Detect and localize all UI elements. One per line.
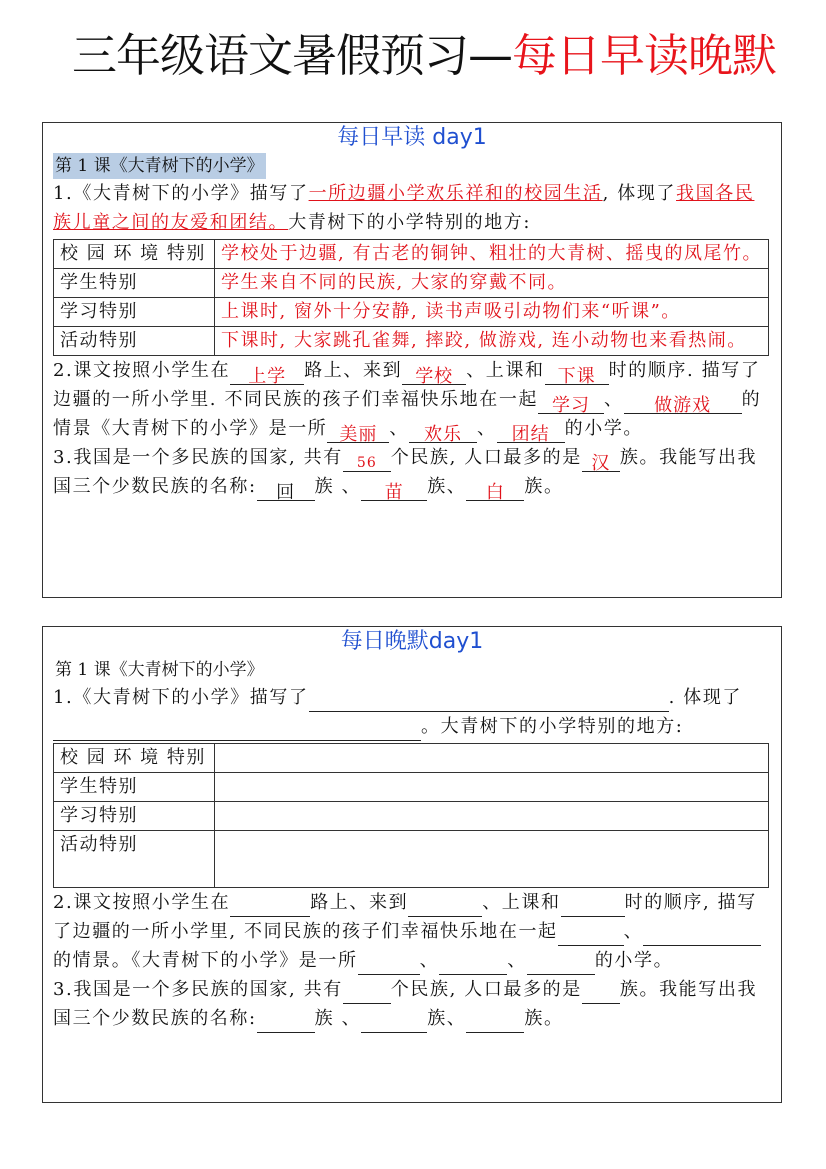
answer-blank: 团结 <box>497 420 565 443</box>
q3-text: 族、 <box>427 476 467 497</box>
answer-blank[interactable] <box>408 894 482 917</box>
answer-blank: 做游戏 <box>624 391 742 414</box>
q2-text: 路上、来到 <box>304 360 403 381</box>
q2-text: 、 <box>623 921 644 942</box>
lesson-heading: 第 1 课《大青树下的小学》 <box>55 660 264 680</box>
q2-text: 2.课文按照小学生在 <box>53 892 231 913</box>
q3-text: 个民族, 人口最多的是 <box>390 979 582 1000</box>
answer-blank[interactable] <box>466 1010 524 1033</box>
row-value: 下课时, 大家跳孔雀舞, 摔跤, 做游戏, 连小动物也来看热闹。 <box>215 327 769 356</box>
q1-mid: , 体现了 <box>602 183 677 204</box>
table-row <box>54 298 769 327</box>
row-label: 学生特别 <box>54 773 215 802</box>
q3-text: 族。 <box>524 1008 564 1029</box>
row-value-empty[interactable] <box>215 773 769 802</box>
row-label: 校 园 环 境 特别 <box>54 240 215 269</box>
q2-text: 、上课和 <box>482 892 561 913</box>
table-row <box>54 831 769 888</box>
row-value: 上课时, 窗外十分安静, 读书声吸引动物们来“听课”。 <box>215 298 769 327</box>
answer-blank: 56 <box>343 449 391 472</box>
row-label: 学习特别 <box>54 298 215 327</box>
q3-text: 族 、 <box>314 1008 362 1029</box>
table-row <box>54 240 769 269</box>
q2-text: 时的顺序, 描写了边疆的一所小学里, 不同民族的孩子们幸福快乐地在一起 <box>53 892 757 942</box>
q2-text: 的情景《大青树下的小学》是一所 <box>53 389 762 439</box>
row-label: 学习特别 <box>54 802 215 831</box>
q3-text: 族 、 <box>314 476 362 497</box>
q2-text: 的小学。 <box>564 418 644 439</box>
evening-title: 每日晚默day1 <box>340 629 484 654</box>
lesson-heading: 第 1 课《大青树下的小学》 <box>53 153 266 179</box>
q3-text: 3.我国是一个多民族的国家, 共有 <box>53 979 343 1000</box>
question-3 <box>53 975 771 1033</box>
row-value: 学校处于边疆, 有古老的铜钟、粗壮的大青树、摇曳的凤尾竹。 <box>215 240 769 269</box>
answer-blank: 学习 <box>538 391 604 414</box>
row-label: 学生特别 <box>54 269 215 298</box>
q1-answer-2: 我国各民族儿童之间的友爱和团结。 <box>53 183 755 233</box>
q2-text: 、 <box>419 950 440 971</box>
morning-title: 每日早读 day1 <box>337 125 487 150</box>
answer-blank: 欢乐 <box>409 420 477 443</box>
answer-blank[interactable] <box>309 689 669 712</box>
q2-text: 、 <box>477 418 497 439</box>
answer-blank[interactable] <box>343 981 391 1004</box>
answer-blank[interactable] <box>527 952 595 975</box>
question-3 <box>53 443 771 501</box>
question-1 <box>53 683 771 741</box>
answer-blank[interactable] <box>558 923 624 946</box>
table-row <box>54 744 769 773</box>
features-table <box>53 743 769 888</box>
answer-blank[interactable] <box>257 1010 315 1033</box>
q3-text: 个民族, 人口最多的是 <box>390 447 582 468</box>
answer-blank: 汉 <box>582 449 620 472</box>
table-row <box>54 327 769 356</box>
row-label: 活动特别 <box>54 327 215 356</box>
question-2 <box>53 888 771 975</box>
table-row <box>54 269 769 298</box>
row-value-empty[interactable] <box>215 831 769 888</box>
q2-text: 、 <box>389 418 410 439</box>
table-row <box>54 802 769 831</box>
q2-text: 2.课文按照小学生在 <box>53 360 231 381</box>
features-table <box>53 239 769 356</box>
answer-blank: 回 <box>257 478 315 501</box>
page-title-red: 每日早读晚默 <box>512 29 777 82</box>
q3-text: 族。我能写出我国三个少数民族的名称: <box>53 447 758 497</box>
q2-text: 、上课和 <box>466 360 545 381</box>
q1-suffix: 大青树下的小学特别的地方: <box>288 212 532 233</box>
q2-text: 、 <box>507 950 527 971</box>
q3-text: 3.我国是一个多民族的国家, 共有 <box>53 447 343 468</box>
row-label: 活动特别 <box>54 831 215 888</box>
q2-text: 路上、来到 <box>310 892 409 913</box>
answer-blank: 美丽 <box>327 420 389 443</box>
q3-text: 族、 <box>427 1008 467 1029</box>
q2-text: 的情景。《大青树下的小学》是一所 <box>53 950 358 971</box>
q1-prefix: 1.《大青树下的小学》描写了 <box>53 687 309 708</box>
answer-blank[interactable] <box>439 952 507 975</box>
answer-blank: 白 <box>466 478 524 501</box>
answer-blank[interactable] <box>230 894 310 917</box>
q2-text: 时的顺序. 描写了边疆的一所小学里. 不同民族的孩子们幸福快乐地在一起 <box>53 360 761 410</box>
q3-text: 族。我能写出我国三个少数民族的名称: <box>53 979 758 1029</box>
question-2 <box>53 356 771 443</box>
row-value-empty[interactable] <box>215 802 769 831</box>
q2-text: 、 <box>604 389 624 410</box>
answer-blank[interactable] <box>561 894 625 917</box>
answer-blank[interactable] <box>361 1010 427 1033</box>
evening-dictation-box <box>42 626 782 1103</box>
q2-text: 的小学。 <box>594 950 674 971</box>
question-1 <box>53 179 771 237</box>
answer-blank: 学校 <box>402 362 466 385</box>
q1-answer-1: 一所边疆小学欢乐祥和的校园生活 <box>308 183 603 204</box>
answer-blank[interactable] <box>643 923 761 946</box>
row-value-empty[interactable] <box>215 744 769 773</box>
q1-mid: . 体现了 <box>668 687 743 708</box>
row-value: 学生来自不同的民族, 大家的穿戴不同。 <box>215 269 769 298</box>
page-title <box>72 28 777 84</box>
morning-reading-box <box>42 122 782 598</box>
table-row <box>54 773 769 802</box>
answer-blank: 下课 <box>545 362 609 385</box>
row-label: 校 园 环 境 特别 <box>54 744 215 773</box>
page-title-black: 三年级语文暑假预习— <box>72 29 513 82</box>
q1-prefix: 1.《大青树下的小学》描写了 <box>53 183 309 204</box>
answer-blank: 苗 <box>361 478 427 501</box>
answer-blank: 上学 <box>230 362 304 385</box>
q1-suffix: 。大青树下的小学特别的地方: <box>421 716 684 737</box>
answer-blank[interactable] <box>358 952 420 975</box>
answer-blank[interactable] <box>582 981 620 1004</box>
answer-blank[interactable] <box>53 718 421 741</box>
q3-text: 族。 <box>524 476 564 497</box>
